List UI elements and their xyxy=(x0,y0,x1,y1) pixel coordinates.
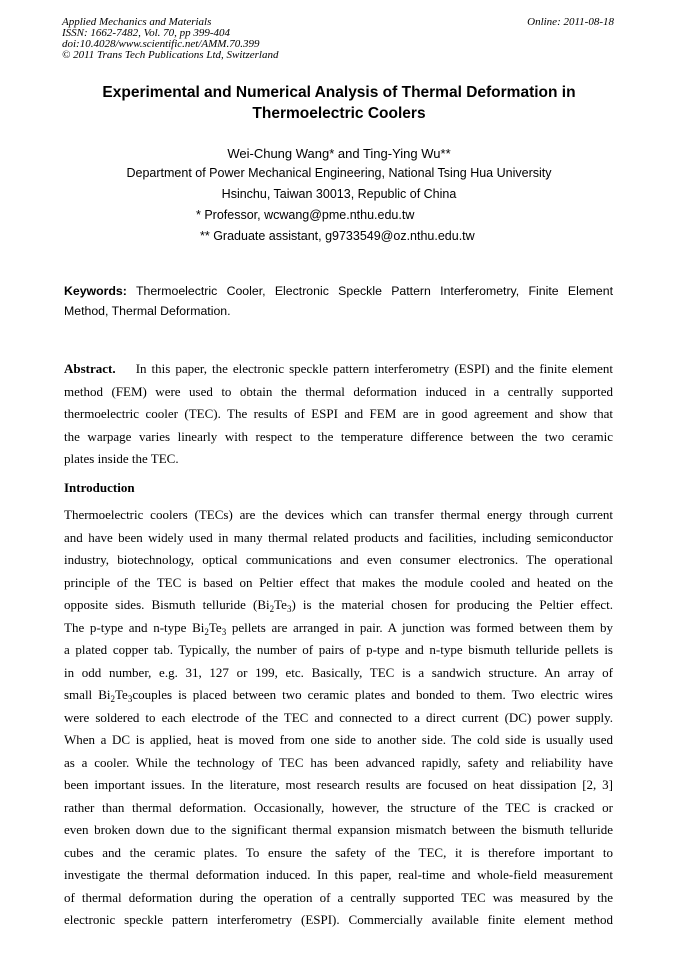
title-line-2: Thermoelectric Coolers xyxy=(252,105,426,122)
issn-line: ISSN: 1662-7482, Vol. 70, pp 399-404 xyxy=(62,27,231,39)
online-date: Online: 2011-08-18 xyxy=(527,16,614,28)
intro-line: and have been widely used in many thermal related products and facilities, including semiconductor xyxy=(64,529,613,545)
intro-line: cubes and the ceramic plates. To ensure the safety of the TEC, it is therefore important to xyxy=(64,844,613,860)
keywords-section xyxy=(64,281,613,321)
intro-line: been important issues. In the literature, most research results are focused on heat dissipation [2, 3] xyxy=(64,777,613,792)
paper-title xyxy=(60,82,618,124)
introduction-heading: Introduction xyxy=(64,480,135,495)
author-note-2: ** Graduate assistant, g9733549@oz.nthu.edu.tw xyxy=(200,229,475,243)
abstract-label: Abstract. xyxy=(64,361,116,376)
intro-line: industry, biotechnology, optical communications and even consumer electronics. The operational xyxy=(64,552,613,567)
author-note-1: * Professor, wcwang@pme.nthu.edu.tw xyxy=(196,208,415,222)
intro-line: rather than thermal deformation. Occasionally, however, the structure of the TEC is cracked or xyxy=(64,799,613,815)
abstract-section xyxy=(64,358,613,471)
intro-line: as a cooler. While the technology of TEC has been advanced rapidly, safety and reliability have xyxy=(64,754,613,770)
intro-line-bi2te3: The p-type and n-type $Bi_2Te_3$ pellets are arranged in pair. A junction was formed between them by xyxy=(64,619,613,637)
intro-line: investigate the thermal deformation induced. In this paper, real-time and whole-field measurement xyxy=(64,867,613,882)
abstract-line-3: thermoelectric cooler (TEC). The results of ESPI and FEM are in good agreement and show that xyxy=(64,406,613,421)
intro-line: of thermal deformation during the operation of a centrally supported TEC was measured by the xyxy=(64,889,613,905)
intro-line: Thermoelectric coolers (TECs) are the devices which can transfer thermal energy through current xyxy=(64,507,613,522)
author-department: Department of Power Mechanical Engineering, National Tsing Hua University xyxy=(126,166,552,180)
abstract-line-2: method (FEM) were used to obtain the thermal deformation induced in a centrally supported xyxy=(64,383,613,399)
intro-line: electronic speckle pattern interferometry (ESPI). Commercially available finite element method xyxy=(64,912,613,927)
journal-name: Applied Mechanics and Materials xyxy=(62,16,212,28)
copyright-line: © 2011 Trans Tech Publications Ltd, Switzerland xyxy=(62,49,279,61)
intro-line-bi2te3: opposite sides. Bismuth telluride $(Bi_2Te_3)$ is the material chosen for producing the Peltier effect. xyxy=(64,597,613,614)
intro-line: principle of the TEC is based on Peltier effect that makes the module cooled and heated on the xyxy=(64,574,613,590)
intro-line: a plated copper tab. Typically, the number of pairs of p-type and n-type bismuth telluride pellets is xyxy=(64,642,613,657)
abstract-line-1: Abstract. In this paper, the electronic speckle pattern interferometry (ESPI) and the finite element xyxy=(64,361,613,376)
abstract-line-5: plates inside the TEC. xyxy=(64,451,179,466)
intro-line: were soldered to each electrode of the TEC and connected to a direct current (DC) power supply. xyxy=(64,709,613,725)
keywords-label: Keywords: xyxy=(64,284,127,298)
title-line-1: Experimental and Numerical Analysis of Thermal Deformation in xyxy=(102,84,576,101)
author-address: Hsinchu, Taiwan 30013, Republic of China xyxy=(221,187,457,201)
author-names: Wei-Chung Wang* and Ting-Ying Wu** xyxy=(227,146,451,161)
doi-line: doi:10.4028/www.scientific.net/AMM.70.399 xyxy=(62,38,260,50)
intro-line: When a DC is applied, heat is moved from one side to another side. The cold side is usually used xyxy=(64,732,613,747)
intro-line-bi2te3: small $Bi_2Te_3couples$ is placed between two ceramic plates and bonded to them. Two electric wires xyxy=(64,687,613,704)
intro-line: in odd number, e.g. 31, 127 or 199, etc. Basically, TEC is a sandwich structure. An array of xyxy=(64,664,613,680)
introduction-body xyxy=(64,504,613,932)
keywords-line-2: Method, Thermal Deformation. xyxy=(64,304,231,318)
abstract-line-4: the warpage varies linearly with respect to the temperature difference between the two ceramic xyxy=(64,428,613,444)
intro-line: even broken down due to the significant thermal expansion mismatch between the bismuth telluride xyxy=(64,822,613,837)
keywords-line-1: Keywords: Thermoelectric Cooler, Electronic Speckle Pattern Interferometry, Finite Element xyxy=(64,284,613,298)
